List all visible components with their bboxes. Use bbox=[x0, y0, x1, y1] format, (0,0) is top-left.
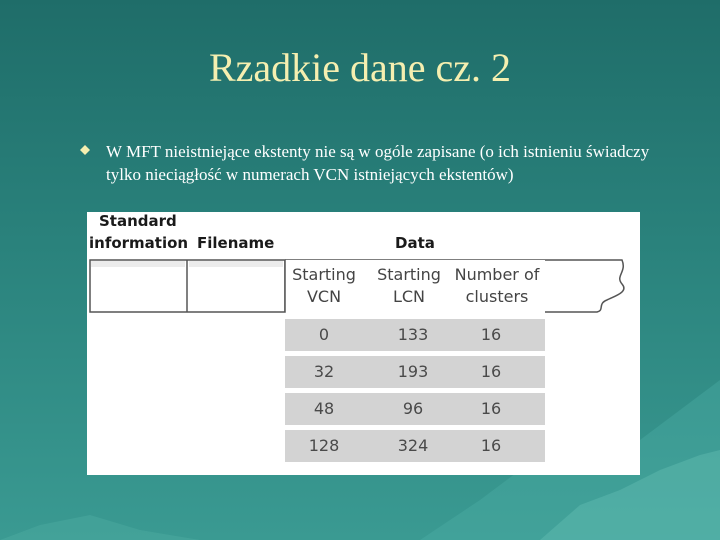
column-header-line: Starting bbox=[377, 265, 441, 284]
column-header-number-of-clusters bbox=[447, 264, 547, 308]
cell-starting-lcn: 193 bbox=[397, 362, 429, 381]
cell-starting-vcn: 48 bbox=[313, 399, 335, 418]
column-header-line: VCN bbox=[306, 287, 342, 306]
cell-number-of-clusters: 16 bbox=[480, 325, 502, 344]
column-header-starting-lcn bbox=[371, 264, 447, 308]
cell-starting-vcn: 128 bbox=[308, 436, 340, 455]
filename-label: Filename bbox=[197, 234, 275, 252]
standard-info-label-line1: Standard bbox=[99, 212, 177, 230]
slide-title: Rzadkie dane cz. 2 bbox=[208, 45, 512, 90]
column-header-line: Number of bbox=[454, 265, 540, 284]
column-header-line: LCN bbox=[392, 287, 426, 306]
column-header-line: clusters bbox=[465, 287, 529, 306]
cell-starting-lcn: 324 bbox=[397, 436, 429, 455]
cell-starting-lcn: 96 bbox=[402, 399, 424, 418]
mft-record-figure bbox=[87, 212, 640, 475]
column-header-starting-vcn bbox=[285, 264, 363, 308]
cell-starting-vcn: 32 bbox=[313, 362, 335, 381]
diamond-bullet-icon bbox=[80, 145, 90, 155]
cell-number-of-clusters: 16 bbox=[480, 362, 502, 381]
cell-number-of-clusters: 16 bbox=[480, 399, 502, 418]
column-header-line: Starting bbox=[292, 265, 356, 284]
cell-starting-lcn: 133 bbox=[397, 325, 429, 344]
cell-number-of-clusters: 16 bbox=[480, 436, 502, 455]
standard-info-label-line2: information bbox=[89, 234, 189, 252]
data-label: Data bbox=[395, 234, 435, 252]
bullet-text: W MFT nieistniejące ekstenty nie są w ogóle zapisane (o ich istnieniu świadczy tylko nieciągłość w numerach VCN istniejących ekstentów) bbox=[106, 142, 650, 184]
cell-starting-vcn: 0 bbox=[318, 325, 330, 344]
